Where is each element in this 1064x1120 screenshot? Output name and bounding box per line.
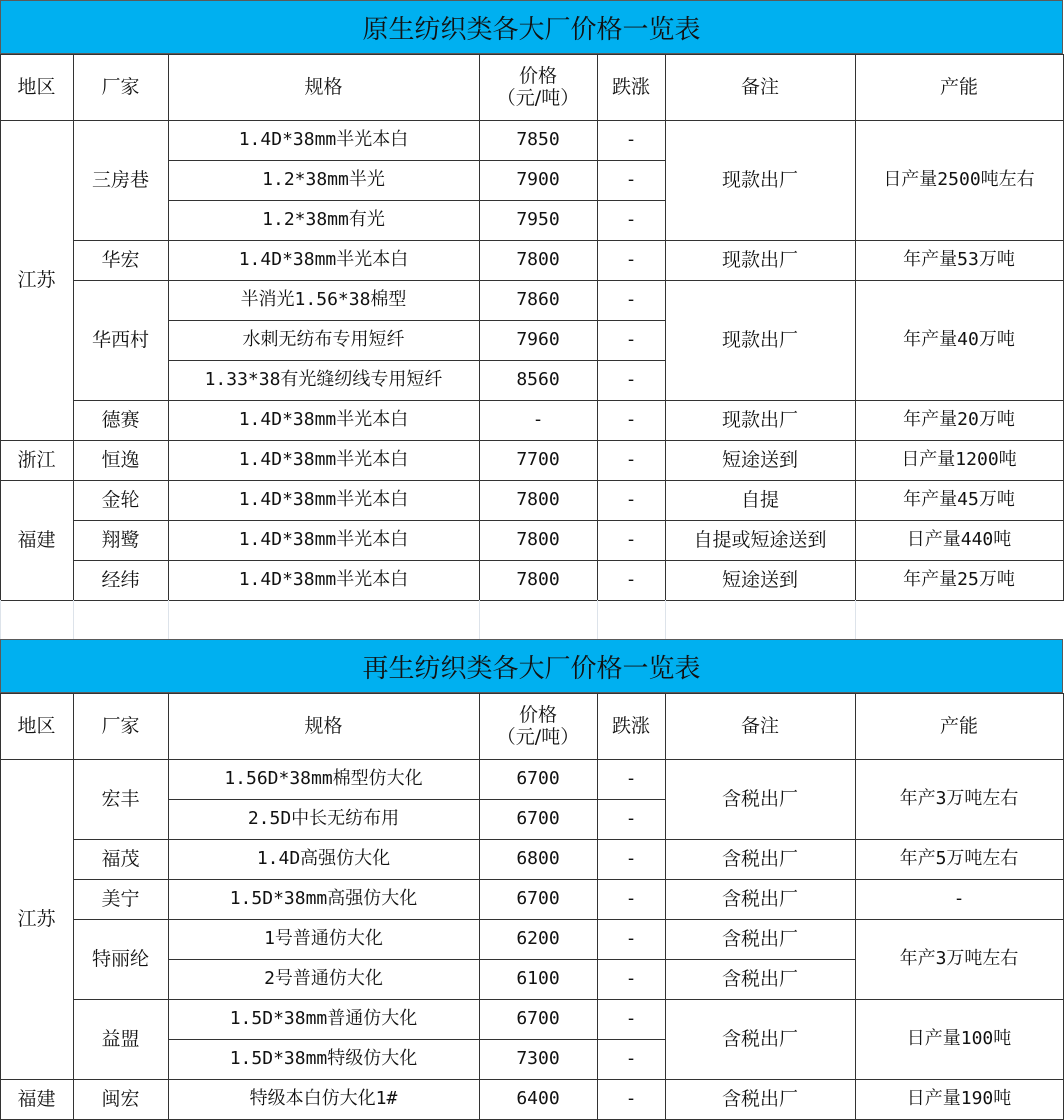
- change-cell: -: [625, 409, 637, 430]
- maker-cell: 三房巷: [91, 169, 149, 191]
- spacer-border: [665, 600, 666, 639]
- spec-cell: 1.4D高强仿大化: [256, 848, 391, 869]
- spec-cell: 1.4D*38mm半光本白: [238, 449, 409, 470]
- maker-cell: 华宏: [101, 249, 140, 271]
- column-header: 产能: [939, 76, 978, 98]
- spec-cell: 1.5D*38mm特级仿大化: [229, 1048, 418, 1069]
- maker-cell: 益盟: [101, 1028, 140, 1050]
- capacity-cell: 年产量20万吨: [903, 409, 1015, 430]
- spec-cell: 1.4D*38mm半光本白: [238, 529, 409, 550]
- spec-cell: 1.4D*38mm半光本白: [238, 569, 409, 590]
- region-cell: 福建: [17, 1088, 56, 1110]
- change-cell: -: [625, 529, 637, 550]
- spec-cell: 1.5D*38mm普通仿大化: [229, 1008, 418, 1029]
- change-cell: -: [625, 489, 637, 510]
- price-cell: 7300: [516, 1048, 560, 1069]
- table-title: 再生纺织类各大厂价格一览表: [0, 639, 1063, 693]
- region-cell: 江苏: [17, 269, 56, 291]
- column-header: 规格: [304, 76, 343, 98]
- note-cell: 含税出厂: [721, 1028, 798, 1050]
- spec-cell: 1.4D*38mm半光本白: [238, 249, 409, 270]
- price-cell: 7860: [516, 289, 560, 310]
- spacer-cell: [855, 600, 1063, 639]
- maker-cell: 美宁: [101, 888, 140, 910]
- column-header: 跌涨: [611, 76, 650, 98]
- column-header: 地区: [17, 76, 56, 98]
- column-border: [597, 54, 598, 601]
- capacity-cell: -: [953, 888, 965, 909]
- column-header: 跌涨: [611, 715, 650, 737]
- spec-cell: 1.2*38mm有光: [262, 209, 385, 230]
- change-cell: -: [625, 169, 637, 190]
- price-cell: 7800: [516, 249, 560, 270]
- spacer-cell: [665, 600, 855, 639]
- spec-cell: 1.4D*38mm半光本白: [238, 489, 409, 510]
- spacer-border: [597, 600, 598, 639]
- note-cell: 现款出厂: [721, 329, 798, 351]
- price-cell: 6800: [516, 848, 560, 869]
- maker-cell: 特丽纶: [91, 948, 149, 970]
- spacer-cell: [73, 600, 168, 639]
- spec-cell: 1.2*38mm半光: [262, 169, 385, 190]
- maker-cell: 宏丰: [101, 788, 140, 810]
- spacer-border: [73, 600, 74, 639]
- column-header: 厂家: [101, 715, 140, 737]
- spec-cell: 特级本白仿大化1#: [249, 1088, 398, 1109]
- maker-cell: 华西村: [91, 329, 149, 351]
- price-cell: 7800: [516, 529, 560, 550]
- price-cell: 7800: [516, 489, 560, 510]
- price-cell: -: [532, 409, 544, 430]
- region-cell: 江苏: [17, 908, 56, 930]
- header-top-border: [0, 693, 1064, 694]
- capacity-cell: 年产量40万吨: [903, 329, 1015, 350]
- note-cell: 自提或短途送到: [693, 529, 827, 551]
- change-cell: -: [625, 449, 637, 470]
- note-cell: 现款出厂: [721, 249, 798, 271]
- note-cell: 自提: [740, 489, 779, 511]
- change-cell: -: [625, 1088, 637, 1109]
- column-border: [0, 54, 1, 601]
- change-cell: -: [625, 569, 637, 590]
- column-border: [665, 54, 666, 601]
- change-cell: -: [625, 129, 637, 150]
- price-cell: 7850: [516, 129, 560, 150]
- change-cell: -: [625, 928, 637, 949]
- note-cell: 短途送到: [721, 569, 798, 591]
- column-border: [73, 693, 74, 1120]
- capacity-cell: 日产量440吨: [906, 529, 1012, 550]
- region-cell: 福建: [17, 529, 56, 551]
- spacer-border: [168, 600, 169, 639]
- spacer-border: [479, 600, 480, 639]
- note-cell: 现款出厂: [721, 169, 798, 191]
- region-cell: 浙江: [17, 449, 56, 471]
- spec-cell: 1.33*38有光缝纫线专用短纤: [204, 369, 443, 390]
- column-header: 规格: [304, 715, 343, 737]
- column-border: [479, 693, 480, 1120]
- capacity-cell: 年产5万吨左右: [899, 848, 1019, 869]
- note-cell: 含税出厂: [721, 1088, 798, 1110]
- price-cell: 6400: [516, 1088, 560, 1109]
- note-cell: 现款出厂: [721, 409, 798, 431]
- column-border: [665, 693, 666, 1120]
- spec-cell: 1.4D*38mm半光本白: [238, 409, 409, 430]
- maker-cell: 德赛: [101, 409, 140, 431]
- price-cell: 8560: [516, 369, 560, 390]
- capacity-cell: 年产3万吨左右: [899, 948, 1019, 969]
- capacity-cell: 年产量53万吨: [903, 249, 1015, 270]
- change-cell: -: [625, 808, 637, 829]
- price-cell: 7950: [516, 209, 560, 230]
- change-cell: -: [625, 968, 637, 989]
- price-cell: 6700: [516, 768, 560, 789]
- change-cell: -: [625, 369, 637, 390]
- capacity-cell: 年产量45万吨: [903, 489, 1015, 510]
- price-cell: 6100: [516, 968, 560, 989]
- note-cell: 含税出厂: [721, 888, 798, 910]
- maker-cell: 闽宏: [101, 1088, 140, 1110]
- price-cell: 7700: [516, 449, 560, 470]
- note-cell: 短途送到: [721, 449, 798, 471]
- capacity-cell: 日产量2500吨左右: [883, 169, 1035, 190]
- spacer-cell: [0, 600, 73, 639]
- spacer-border: [855, 600, 856, 639]
- spacer-cell: [168, 600, 479, 639]
- column-border: [73, 54, 74, 601]
- change-cell: -: [625, 1008, 637, 1029]
- note-cell: 含税出厂: [721, 848, 798, 870]
- table-title: 原生纺织类各大厂价格一览表: [0, 0, 1063, 54]
- change-cell: -: [625, 848, 637, 869]
- column-header: 厂家: [101, 76, 140, 98]
- column-border: [855, 54, 856, 601]
- spec-cell: 半消光1.56*38棉型: [240, 289, 407, 310]
- price-cell: 7960: [516, 329, 560, 350]
- change-cell: -: [625, 209, 637, 230]
- spec-cell: 1.4D*38mm半光本白: [238, 129, 409, 150]
- capacity-cell: 日产量190吨: [906, 1088, 1012, 1109]
- maker-cell: 金轮: [101, 489, 140, 511]
- change-cell: -: [625, 1048, 637, 1069]
- column-header: 价格 （元/吨）: [496, 65, 580, 109]
- maker-cell: 福茂: [101, 848, 140, 870]
- price-cell: 6700: [516, 888, 560, 909]
- column-header: 备注: [740, 76, 779, 98]
- spacer-border: [0, 600, 1, 639]
- spacer-cell: [479, 600, 597, 639]
- change-cell: -: [625, 888, 637, 909]
- column-border: [597, 693, 598, 1120]
- column-border: [168, 54, 169, 601]
- header-top-border: [0, 54, 1064, 55]
- spec-cell: 1号普通仿大化: [264, 928, 383, 949]
- note-cell: 含税出厂: [721, 928, 798, 950]
- column-border: [479, 54, 480, 601]
- spec-cell: 水刺无纺布专用短纤: [242, 329, 405, 350]
- maker-cell: 翔鹭: [101, 529, 140, 551]
- capacity-cell: 日产量100吨: [906, 1028, 1012, 1049]
- column-header: 产能: [939, 715, 978, 737]
- maker-cell: 经纬: [101, 569, 140, 591]
- column-border: [0, 693, 1, 1120]
- capacity-cell: 年产量25万吨: [903, 569, 1015, 590]
- spec-cell: 1.56D*38mm棉型仿大化: [224, 768, 423, 789]
- note-cell: 含税出厂: [721, 968, 798, 990]
- change-cell: -: [625, 289, 637, 310]
- maker-cell: 恒逸: [101, 449, 140, 471]
- capacity-cell: 年产3万吨左右: [899, 788, 1019, 809]
- change-cell: -: [625, 329, 637, 350]
- column-header: 备注: [740, 715, 779, 737]
- column-header: 价格 （元/吨）: [496, 704, 580, 748]
- price-cell: 6200: [516, 928, 560, 949]
- note-cell: 含税出厂: [721, 788, 798, 810]
- spec-cell: 2.5D中长无纺布用: [247, 808, 400, 829]
- change-cell: -: [625, 768, 637, 789]
- price-cell: 7900: [516, 169, 560, 190]
- column-border: [855, 693, 856, 1120]
- spec-cell: 1.5D*38mm高强仿大化: [229, 888, 418, 909]
- spec-cell: 2号普通仿大化: [264, 968, 383, 989]
- change-cell: -: [625, 249, 637, 270]
- capacity-cell: 日产量1200吨: [901, 449, 1017, 470]
- price-cell: 6700: [516, 1008, 560, 1029]
- column-border: [168, 693, 169, 1120]
- price-cell: 6700: [516, 808, 560, 829]
- column-header: 地区: [17, 715, 56, 737]
- price-cell: 7800: [516, 569, 560, 590]
- spacer-cell: [597, 600, 665, 639]
